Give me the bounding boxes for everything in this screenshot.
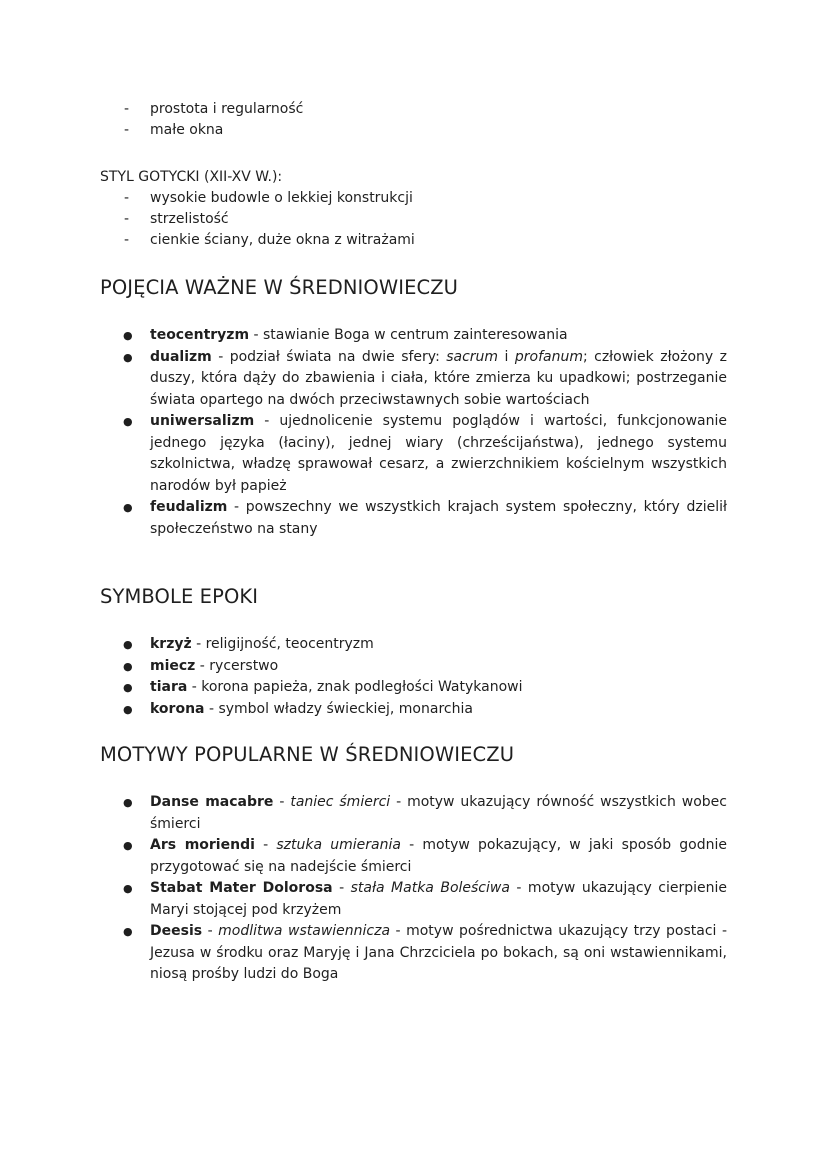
- definition: - ujednolicenie systemu poglądów i wartości, funkcjonowanie jednego języka (łaciny), jednej wiary (chrześcijaństwa), jednego systemu szkolnictwa, władzę sprawował cesarz, a zwierzchnikiem kościelnym wszystkich narodów był papież: [150, 413, 727, 494]
- separator: -: [254, 837, 277, 853]
- separator: -: [332, 880, 351, 896]
- list-item: - prostota i regularność: [100, 99, 303, 120]
- term: teocentryzm: [150, 327, 250, 343]
- list-item: - małe okna: [100, 120, 303, 141]
- translation: stała Matka Boleściwa: [350, 880, 510, 896]
- definition: ; człowiek złożony z duszy, która dąży do zbawienia i ciała, które zmierza ku upadkowi; postrzeganie świata opartego na dwóch przeciwstawnych sobie wartościach: [150, 348, 727, 408]
- term: Ars moriendi: [150, 837, 255, 853]
- definition: - motyw ukazujący cierpienie Maryi stojącej pod krzyżem: [150, 880, 728, 918]
- gothic-features-list: [0, 188, 415, 251]
- translation: taniec śmierci: [290, 794, 391, 810]
- romanesque-features-list: [0, 99, 303, 141]
- definition: - rycerstwo: [195, 657, 279, 674]
- definition: - podział świata na dwie sfery:: [211, 348, 447, 365]
- term: miecz: [150, 657, 196, 674]
- list-item: [100, 656, 727, 678]
- list-item: - wysokie budowle o lekkiej konstrukcji: [100, 188, 415, 209]
- term: uniwersalizm: [150, 413, 255, 429]
- term: Stabat Mater Dolorosa: [150, 880, 333, 896]
- term: tiara: [150, 679, 188, 695]
- concepts-heading: POJĘCIA WAŻNE W ŚREDNIOWIECZU: [100, 276, 459, 299]
- motifs-heading: MOTYWY POPULARNE W ŚREDNIOWIECZU: [100, 743, 515, 766]
- translation: sztuka umierania: [276, 837, 401, 853]
- list-item: - cienkie ściany, duże okna z witrażami: [100, 230, 415, 251]
- definition: - motyw ukazujący równość wszystkich wobec śmierci: [150, 794, 727, 832]
- concepts-list: [100, 325, 727, 540]
- term: dualizm: [150, 348, 212, 365]
- definition: - korona papieża, znak podległości Watykanowi: [187, 679, 523, 695]
- list-item: [100, 325, 727, 347]
- list-item: [100, 792, 727, 835]
- list-item: [100, 497, 727, 540]
- term: krzyż: [150, 636, 192, 652]
- term: korona: [150, 700, 205, 717]
- symbols-heading: SYMBOLE EPOKI: [100, 585, 259, 608]
- motifs-list: [100, 792, 727, 986]
- latin-term: sacrum: [446, 348, 499, 365]
- list-item: [100, 835, 727, 878]
- list-item: [100, 347, 727, 412]
- definition: - motyw pokazujący, w jaki sposób godnie przygotować się na nadejście śmierci: [150, 837, 727, 875]
- list-item: - strzelistość: [100, 209, 415, 230]
- term: feudalizm: [150, 499, 228, 515]
- symbols-list: [100, 634, 727, 720]
- list-item: [100, 634, 727, 656]
- separator: -: [202, 923, 219, 939]
- list-item: [100, 411, 727, 497]
- definition: - motyw pośrednictwa ukazujący trzy postaci - Jezusa w środku oraz Maryję i Jana Chrzciciela po bokach, są oni wstawiennikami, niosą prośby ludzi do Boga: [150, 923, 727, 982]
- definition: - powszechny we wszystkich krajach system społeczny, który dzielił społeczeństwo na stany: [150, 499, 727, 537]
- list-item: [100, 699, 727, 721]
- translation: modlitwa wstawiennicza: [218, 923, 391, 939]
- list-item: [100, 878, 727, 921]
- gothic-style-title: STYL GOTYCKI (XII-XV W.):: [100, 169, 283, 185]
- separator: -: [273, 794, 291, 810]
- definition: i: [498, 348, 515, 365]
- latin-term: profanum: [514, 348, 583, 365]
- definition: - stawianie Boga w centrum zainteresowania: [249, 327, 568, 343]
- term: Danse macabre: [150, 794, 274, 810]
- list-item: [100, 677, 727, 699]
- term: Deesis: [150, 923, 203, 939]
- definition: - religijność, teocentryzm: [191, 636, 374, 652]
- definition: - symbol władzy świeckiej, monarchia: [204, 700, 473, 717]
- list-item: [100, 921, 727, 986]
